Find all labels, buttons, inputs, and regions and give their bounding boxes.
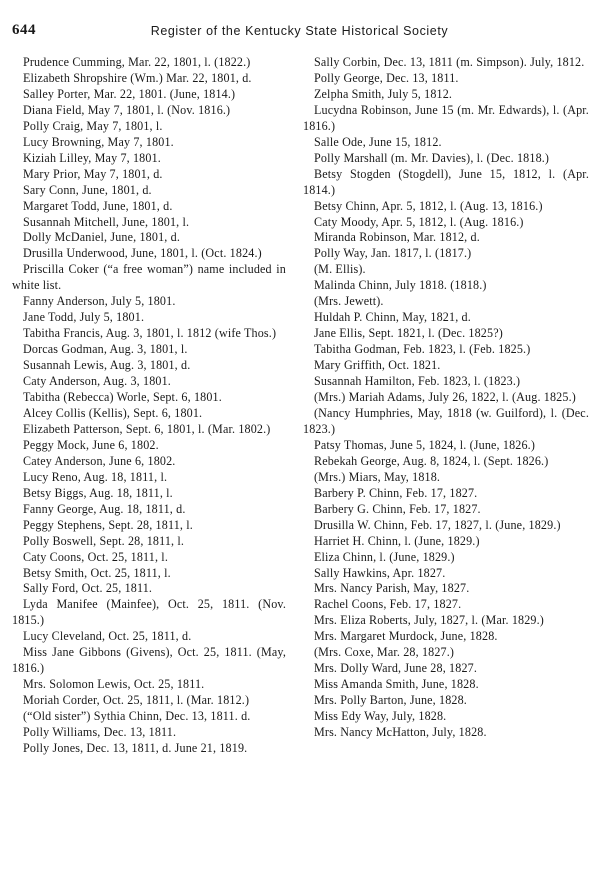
register-entry: Kiziah Lilley, May 7, 1801. — [23, 150, 161, 165]
register-entry: Dorcas Godman, Aug. 3, 1801, l. — [23, 342, 188, 357]
register-entry: Betsy Biggs, Aug. 18, 1811, l. — [23, 485, 173, 500]
register-entry: Polly Boswell, Sept. 28, 1811, l. — [23, 533, 185, 548]
register-entry: Dolly McDaniel, June, 1801, d. — [23, 230, 180, 245]
register-entry: Polly Craig, May 7, 1801, l. — [23, 118, 163, 133]
register-entry: Malinda Chinn, July 1818. (1818.) — [314, 278, 487, 293]
register-entry: Tabitha Godman, Feb. 1823, l. (Feb. 1825.) — [314, 342, 531, 357]
register-entry: (“Old sister”) Sythia Chinn, Dec. 13, 1811. d. — [23, 709, 251, 724]
register-entry: Mrs. Polly Barton, June, 1828. — [314, 693, 467, 708]
page-header — [12, 22, 587, 42]
register-entry: Zelpha Smith, July 5, 1812. — [314, 86, 453, 101]
register-entry: Caty Coons, Oct. 25, 1811, l. — [23, 549, 168, 564]
register-entry: Miranda Robinson, Mar. 1812, d. — [314, 230, 480, 245]
register-entry: Betsy Chinn, Apr. 5, 1812, l. (Aug. 13, 1816.) — [314, 198, 543, 213]
register-entry: Lyda Manifee (Mainfee), Oct. 25, 1811. (Nov. 1815.) — [12, 597, 286, 628]
register-entry: Diana Field, May 7, 1801, l. (Nov. 1816.) — [23, 102, 231, 117]
register-entry: (M. Ellis). — [314, 262, 366, 277]
register-entry: Eliza Chinn, l. (June, 1829.) — [314, 549, 455, 564]
running-title: Register of the Kentucky State Historical Society — [150, 24, 449, 38]
register-entry: Miss Amanda Smith, June, 1828. — [314, 677, 479, 692]
register-entry: Rachel Coons, Feb. 17, 1827. — [314, 597, 462, 612]
register-entry: Barbery P. Chinn, Feb. 17, 1827. — [314, 485, 478, 500]
register-entry: Caty Anderson, Aug. 3, 1801. — [23, 374, 171, 389]
register-entry: Priscilla Coker (“a free woman”) name included in white list. — [12, 262, 286, 293]
register-entry: Miss Jane Gibbons (Givens), Oct. 25, 1811. (May, 1816.) — [12, 645, 286, 676]
register-entry: Mary Griffith, Oct. 1821. — [314, 358, 441, 373]
register-entry: Harriet H. Chinn, l. (June, 1829.) — [314, 533, 480, 548]
register-entry: Mrs. Solomon Lewis, Oct. 25, 1811. — [23, 677, 205, 692]
register-entry: Betsy Smith, Oct. 25, 1811, l. — [23, 565, 171, 580]
register-entry: Prudence Cumming, Mar. 22, 1801, l. (1822.) — [23, 55, 251, 69]
register-entry: Fanny Anderson, July 5, 1801. — [23, 294, 176, 309]
left-column — [12, 55, 286, 757]
register-entry: Alcey Collis (Kellis), Sept. 6, 1801. — [23, 405, 203, 420]
register-entry: Betsy Stogden (Stogdell), June 15, 1812, l. (Apr. 1814.) — [303, 166, 589, 197]
register-entry: Susannah Lewis, Aug. 3, 1801, d. — [23, 358, 191, 373]
register-entry: Elizabeth Shropshire (Wm.) Mar. 22, 1801, d. — [23, 70, 252, 85]
register-entry: Caty Moody, Apr. 5, 1812, l. (Aug. 1816.) — [314, 214, 524, 229]
register-entry: Mrs. Nancy Parish, May, 1827. — [314, 581, 470, 596]
register-entry: Huldah P. Chinn, May, 1821, d. — [314, 310, 471, 325]
register-entry: (Mrs.) Miars, May, 1818. — [314, 469, 441, 484]
register-entry: Tabitha Francis, Aug. 3, 1801, l. 1812 (wife Thos.) — [23, 326, 277, 341]
register-entry: Miss Edy Way, July, 1828. — [314, 709, 447, 724]
register-entry: Polly Way, Jan. 1817, l. (1817.) — [314, 246, 472, 261]
register-entry: (Mrs. Coxe, Mar. 28, 1827.) — [314, 645, 455, 660]
register-entry: Sally Corbin, Dec. 13, 1811 (m. Simpson). July, 1812. — [314, 55, 585, 69]
register-entry: Polly Jones, Dec. 13, 1811, d. June 21, 1819. — [23, 740, 248, 755]
register-entry: Jane Todd, July 5, 1801. — [23, 310, 145, 325]
register-entry: Lucydna Robinson, June 15 (m. Mr. Edwards), l. (Apr. 1816.) — [303, 102, 589, 133]
register-entry: Peggy Mock, June 6, 1802. — [23, 437, 159, 452]
register-entry: Patsy Thomas, June 5, 1824, l. (June, 1826.) — [314, 437, 536, 452]
register-entry: Mrs. Nancy McHatton, July, 1828. — [314, 725, 487, 740]
register-entry: Susannah Mitchell, June, 1801, l. — [23, 214, 190, 229]
register-entry: (Mrs.) Mariah Adams, July 26, 1822, l. (Aug. 1825.) — [314, 390, 576, 405]
register-entry: (Nancy Humphries, May, 1818 (w. Guilford), l. (Dec. 1823.) — [303, 405, 589, 436]
register-entry: Rebekah George, Aug. 8, 1824, l. (Sept. 1826.) — [314, 453, 549, 468]
right-column — [303, 55, 589, 741]
register-entry: Margaret Todd, June, 1801, d. — [23, 198, 173, 213]
register-entry: Lucy Browning, May 7, 1801. — [23, 134, 174, 149]
register-entry: Sally Ford, Oct. 25, 1811. — [23, 581, 153, 596]
register-entry: Polly Marshall (m. Mr. Davies), l. (Dec. 1818.) — [314, 150, 550, 165]
register-entry: Drusilla W. Chinn, Feb. 17, 1827, l. (June, 1829.) — [314, 517, 561, 532]
register-entry: Tabitha (Rebecca) Worle, Sept. 6, 1801. — [23, 390, 222, 405]
register-entry: Mrs. Eliza Roberts, July, 1827, l. (Mar. 1829.) — [314, 613, 544, 628]
register-entry: Peggy Stephens, Sept. 28, 1811, l. — [23, 517, 193, 532]
register-entry: (Mrs. Jewett). — [314, 294, 384, 309]
register-entry: Susannah Hamilton, Feb. 1823, l. (1823.) — [314, 374, 521, 389]
register-entry: Mrs. Dolly Ward, June 28, 1827. — [314, 661, 478, 676]
register-entry: Fanny George, Aug. 18, 1811, d. — [23, 501, 186, 516]
register-entry: Lucy Reno, Aug. 18, 1811, l. — [23, 469, 168, 484]
register-entry: Polly George, Dec. 13, 1811. — [314, 70, 459, 85]
register-entry: Mrs. Margaret Murdock, June, 1828. — [314, 629, 498, 644]
register-entry: Elizabeth Patterson, Sept. 6, 1801, l. (Mar. 1802.) — [23, 421, 271, 436]
register-entry: Barbery G. Chinn, Feb. 17, 1827. — [314, 501, 481, 516]
register-entry: Drusilla Underwood, June, 1801, l. (Oct. 1824.) — [23, 246, 262, 261]
register-entry: Sary Conn, June, 1801, d. — [23, 182, 152, 197]
register-entry: Polly Williams, Dec. 13, 1811. — [23, 725, 177, 740]
register-entry: Catey Anderson, June 6, 1802. — [23, 453, 176, 468]
register-entry: Sally Hawkins, Apr. 1827. — [314, 565, 446, 580]
register-entry: Mary Prior, May 7, 1801, d. — [23, 166, 163, 181]
page-number: 644 — [12, 22, 36, 38]
register-entry: Salley Porter, Mar. 22, 1801. (June, 1814.) — [23, 86, 236, 101]
register-entry: Moriah Corder, Oct. 25, 1811, l. (Mar. 1812.) — [23, 693, 250, 708]
register-entry: Salle Ode, June 15, 1812. — [314, 134, 442, 149]
register-entry: Lucy Cleveland, Oct. 25, 1811, d. — [23, 629, 192, 644]
register-entry: Jane Ellis, Sept. 1821, l. (Dec. 1825?) — [314, 326, 503, 341]
